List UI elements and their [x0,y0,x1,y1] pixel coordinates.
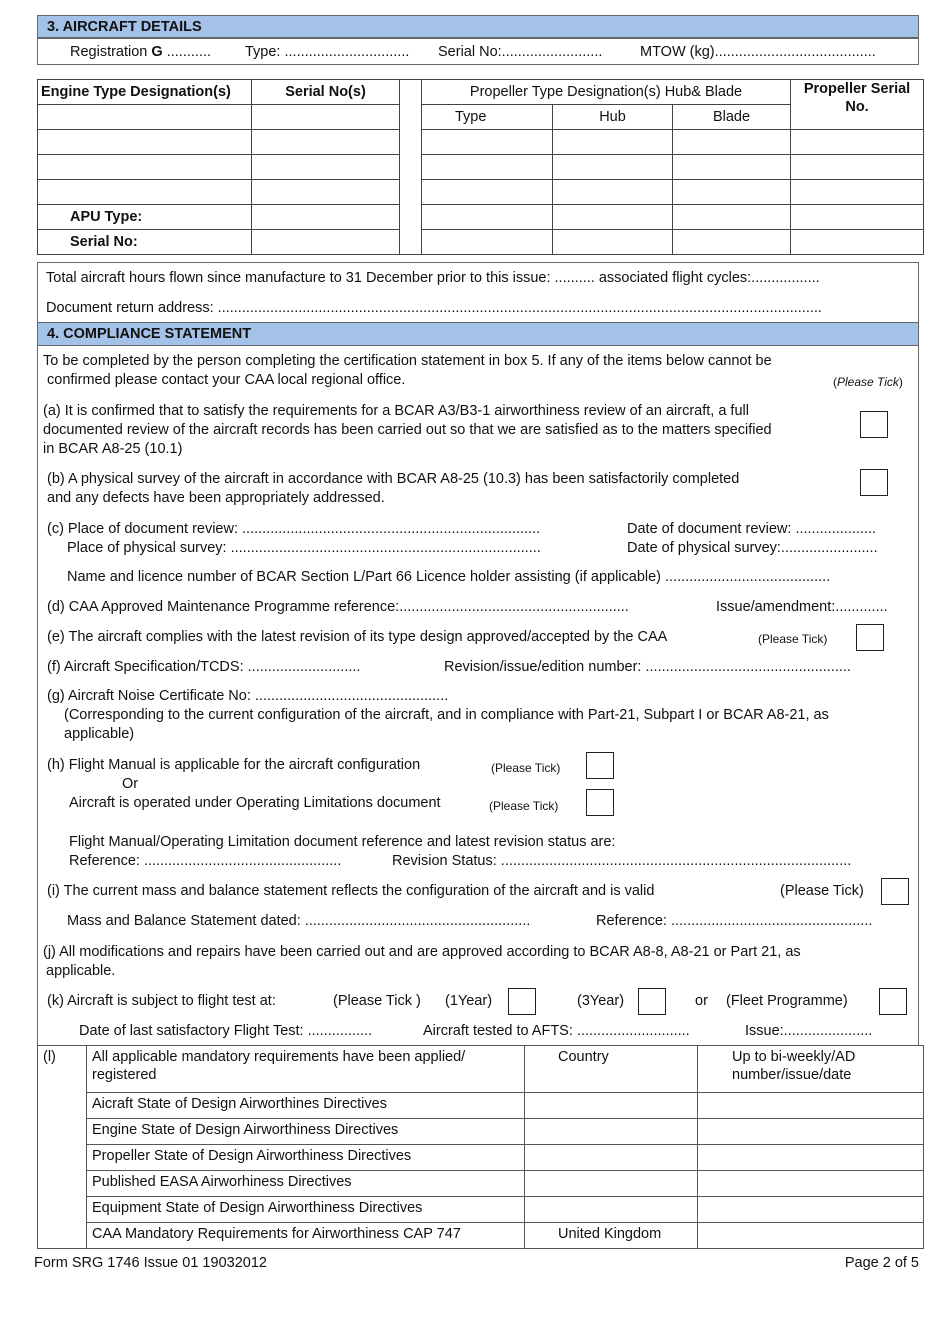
hub-cell[interactable] [553,180,673,205]
prop-serial-cell[interactable] [791,130,924,155]
requirement-item: Published EASA Airworhiness Directives [87,1171,525,1197]
requirement-item: CAA Mandatory Requirements for Airworthiness CAP 747 [87,1223,525,1249]
engine-cell[interactable] [38,130,252,155]
or-text: Or [122,776,139,792]
blade-cell[interactable] [673,180,791,205]
or-text: or [695,993,708,1009]
apu-serial-cell[interactable] [252,230,400,255]
upto-cell[interactable] [698,1119,924,1145]
please-tick-note: (Please Tick) [491,761,561,775]
three-year-checkbox[interactable] [638,988,666,1015]
please-tick-note: (Please Tick) [758,632,828,646]
item-g-text: (Corresponding to the current configuration of the aircraft, and in compliance with Part-21, Subpart I or BCAR A8-21, as [64,707,829,723]
item-a-text: in BCAR A8-25 (10.1) [43,441,183,457]
section-3-header: 3. AIRCRAFT DETAILS [37,15,919,38]
hub-cell[interactable] [553,230,673,255]
item-b-text: and any defects have been appropriately addressed. [47,490,385,506]
noise-certificate-field[interactable]: (g) Aircraft Noise Certificate No: ................................................ [47,688,449,704]
prop-type-cell[interactable] [422,180,553,205]
blade-cell[interactable] [673,230,791,255]
serial-cell[interactable] [252,155,400,180]
propeller-serial-header: Propeller Serial No. [791,80,924,130]
item-a-text: (a) It is confirmed that to satisfy the requirements for a BCAR A3/B3-1 airworthiness review of an aircraft, a full [43,403,749,419]
total-hours-field[interactable]: Total aircraft hours flown since manufacture to 31 December prior to this issue: .......... associated flight cycles:................. [46,270,820,286]
prop-type-cell[interactable] [422,155,553,180]
one-year-checkbox[interactable] [508,988,536,1015]
type-subheader: Type [422,105,553,130]
blade-cell[interactable] [673,130,791,155]
upto-cell[interactable] [698,1197,924,1223]
item-i-text: (i) The current mass and balance statement reflects the configuration of the aircraft and is valid [47,883,655,899]
prop-type-cell[interactable] [422,230,553,255]
item-i-checkbox[interactable] [881,878,909,905]
section-4-header: 4. COMPLIANCE STATEMENT [37,322,919,346]
requirement-item: Aicraft State of Design Airworthines Directives [87,1093,525,1119]
blade-cell[interactable] [673,155,791,180]
page-number: Page 2 of 5 [844,1255,919,1271]
flight-manual-checkbox[interactable] [586,752,614,779]
prop-type-cell[interactable] [422,205,553,230]
engine-cell[interactable] [38,180,252,205]
blade-subheader: Blade [673,105,791,130]
revision-status-field[interactable]: Revision Status: ....................................................................................... [392,853,852,869]
registration-dots: ........... [162,44,212,60]
maintenance-programme-field[interactable]: (d) CAA Approved Maintenance Programme reference:......................................................... [47,599,629,615]
serial-cell[interactable] [252,180,400,205]
country-cell[interactable] [525,1119,698,1145]
apu-type-label: APU Type: [38,205,252,230]
type-field[interactable]: Type: ............................... [245,44,410,60]
please-tick-note: (Please Tick ) [333,993,421,1009]
engine-propeller-table [37,79,924,255]
table-row [38,1197,924,1223]
prop-serial-cell[interactable] [791,230,924,255]
item-h-text: Aircraft is operated under Operating Limitations document [69,795,441,811]
apu-serial-label: Serial No: [38,230,252,255]
reference-field[interactable]: Reference: ................................................. [69,853,342,869]
serial-cell[interactable] [252,105,400,130]
table-row [38,1093,924,1119]
registration-label: Registration [70,44,152,60]
fleet-programme-label: (Fleet Programme) [726,993,848,1009]
item-e-checkbox[interactable] [856,624,884,651]
requirement-item: Equipment State of Design Airworthiness Directives [87,1197,525,1223]
item-j-text: (j) All modifications and repairs have been carried out and are approved according to BCAR A8-8, A8-21 or Part 21, as [43,944,801,960]
country-cell[interactable] [525,1145,698,1171]
registration-field[interactable] [70,43,211,61]
hub-subheader: Hub [553,105,673,130]
engine-type-header: Engine Type Designation(s) [38,80,252,105]
item-a-checkbox[interactable] [860,411,888,438]
three-year-label: (3Year) [577,993,625,1009]
intro-text: confirmed please contact your CAA local regional office. [47,372,406,388]
apu-type-cell[interactable] [252,205,400,230]
specification-field[interactable]: (f) Aircraft Specification/TCDS: ............................ [47,659,361,675]
registration-prefix: G [151,44,163,60]
item-g-text: applicable) [64,726,135,742]
table-row [38,1171,924,1197]
prop-serial-cell[interactable] [791,155,924,180]
upto-header: Up to bi-weekly/AD number/issue/date [698,1046,924,1093]
physical-survey-place-field[interactable]: Place of physical survey: ............................................................................. [67,540,541,556]
please-tick-note: (Please Tick) [489,799,559,813]
please-tick-note: (Please Tick) [833,375,903,389]
revision-field[interactable]: Revision/issue/edition number: ................................................... [444,659,851,675]
please-tick-note: (Please Tick) [780,883,864,899]
country-cell[interactable] [525,1093,698,1119]
blade-cell[interactable] [673,205,791,230]
serial-field[interactable]: Serial No:......................... [438,44,603,60]
prop-serial-cell[interactable] [791,205,924,230]
upto-cell[interactable] [698,1093,924,1119]
engine-cell[interactable] [38,105,252,130]
afts-field[interactable]: Aircraft tested to AFTS: ............................ [423,1023,690,1039]
last-flight-test-field[interactable]: Date of last satisfactory Flight Test: ................ [79,1023,373,1039]
item-j-text: applicable. [46,963,116,979]
l-head: All applicable mandatory requirements have been applied/ registered [87,1046,525,1093]
item-h-text: (h) Flight Manual is applicable for the aircraft configuration [47,757,421,773]
table-gap [400,80,422,255]
prop-serial-cell[interactable] [791,180,924,205]
propeller-type-header: Propeller Type Designation(s) Hub& Blade [422,80,791,105]
prop-type-cell[interactable] [422,130,553,155]
requirement-item: Propeller State of Design Airworthiness Directives [87,1145,525,1171]
fleet-programme-checkbox[interactable] [879,988,907,1015]
please-tick-italic: Please Tick [837,375,899,389]
one-year-label: (1Year) [445,993,493,1009]
mandatory-requirements-table [37,1045,924,1249]
upto-cell[interactable] [698,1171,924,1197]
item-a-text: documented review of the aircraft records has been carried out so that we are satisfied as to the matters specified [43,422,772,438]
country-header: Country [525,1046,698,1093]
document-review-date-field[interactable]: Date of document review: .................... [627,521,877,537]
item-k-text: (k) Aircraft is subject to flight test at: [47,993,276,1009]
mtow-field[interactable]: MTOW (kg)........................................ [640,44,876,60]
country-cell[interactable] [525,1171,698,1197]
mass-balance-date-field[interactable]: Mass and Balance Statement dated: ........................................................ [67,913,531,929]
item-b-text: (b) A physical survey of the aircraft in accordance with BCAR A8-25 (10.3) has been satisfactorily completed [47,471,740,487]
item-h-text: Flight Manual/Operating Limitation document reference and latest revision status are: [69,834,616,850]
hub-cell[interactable] [553,155,673,180]
country-cell[interactable] [525,1197,698,1223]
hub-cell[interactable] [553,130,673,155]
return-address-field[interactable]: Document return address: ...................................................................................................................................................... [46,300,822,316]
requirement-item: Engine State of Design Airworthiness Directives [87,1119,525,1145]
mass-balance-reference-field[interactable]: Reference: .................................................. [596,913,873,929]
hub-cell[interactable] [553,205,673,230]
form-reference: Form SRG 1746 Issue 01 19032012 [34,1255,267,1271]
document-review-place-field[interactable]: (c) Place of document review: .......................................................................... [47,521,541,537]
issue-amendment-field[interactable]: Issue/amendment:............. [716,599,888,615]
operating-limitations-checkbox[interactable] [586,789,614,816]
table-row [38,1223,924,1249]
country-cell[interactable]: United Kingdom [525,1223,698,1249]
physical-survey-date-field[interactable]: Date of physical survey:........................ [627,540,878,556]
serial-nos-header: Serial No(s) [252,80,400,105]
serial-cell[interactable] [252,130,400,155]
licence-holder-field[interactable]: Name and licence number of BCAR Section L/Part 66 Licence holder assisting (if applicable) ......................................... [67,569,831,585]
item-l-label: (l) [38,1046,87,1249]
intro-text: To be completed by the person completing the certification statement in box 5. If any of the items below cannot be [43,353,772,369]
item-b-checkbox[interactable] [860,469,888,496]
table-row [38,1119,924,1145]
engine-cell[interactable] [38,155,252,180]
table-row [38,1145,924,1171]
upto-cell[interactable] [698,1223,924,1249]
upto-cell[interactable] [698,1145,924,1171]
item-e-text: (e) The aircraft complies with the latest revision of its type design approved/accepted by the CAA [47,629,668,645]
issue-field[interactable]: Issue:...................... [745,1023,873,1039]
